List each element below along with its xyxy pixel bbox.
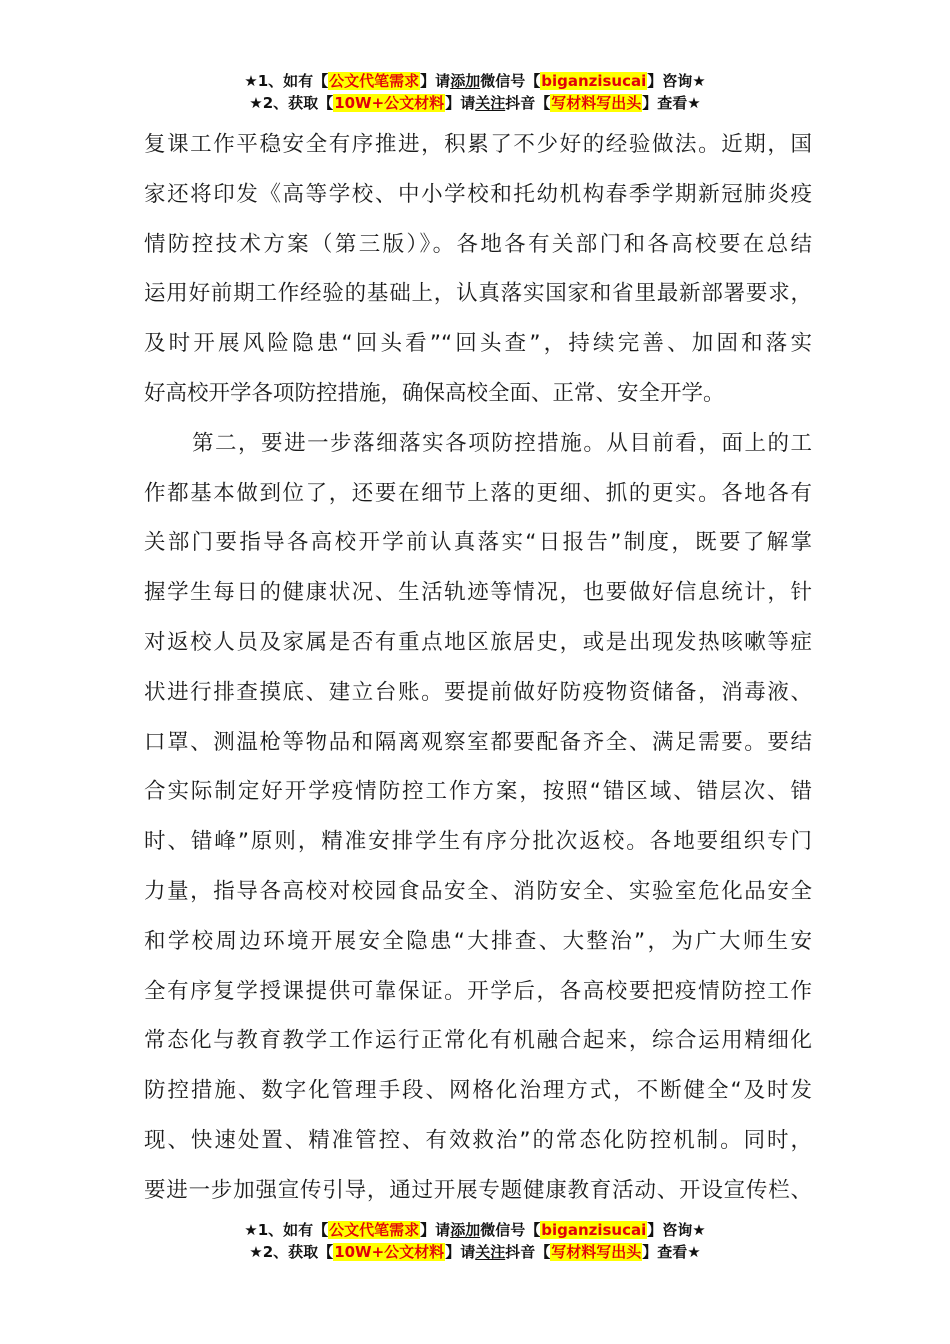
text-line: 及时开展风险隐患“回头看”“回头查”，持续完善、加固和落实 bbox=[144, 331, 812, 357]
promo-underlined-text: 关注 bbox=[475, 1243, 506, 1261]
promo-text: 】请 bbox=[445, 1243, 476, 1261]
text-line: 防控措施、数字化管理手段、网格化治理方式，不断健全“及时发 bbox=[144, 1078, 812, 1104]
promo-text: ★2、获取【 bbox=[249, 1243, 334, 1261]
promo-text: ★1、如有【 bbox=[244, 1221, 329, 1239]
text-line: 力量，指导各高校对校园食品安全、消防安全、实验室危化品安全 bbox=[144, 878, 812, 904]
promo-text: 】咨询★ bbox=[647, 1221, 706, 1239]
text-line: 常态化与教育教学工作运行正常化有机融合起来，综合运用精细化 bbox=[144, 1028, 812, 1054]
promo-highlight-douyin-id: 写材料写出头 bbox=[551, 1243, 642, 1261]
text-line: 运用好前期工作经验的基础上，认真落实国家和省里最新部署要求， bbox=[144, 281, 812, 307]
text-line: 和学校周边环境开展安全隐患“大排查、大整治”，为广大师生安 bbox=[144, 928, 812, 954]
text-line: 现、快速处置、精准管控、有效救治”的常态化防控机制。同时， bbox=[144, 1127, 812, 1153]
promo-highlight: 10W+公文材料 bbox=[334, 1243, 445, 1261]
promo-line-2 bbox=[0, 92, 950, 114]
text-line: 情防控技术方案（第三版）》。各地各有关部门和各高校要在总结 bbox=[144, 231, 812, 257]
text-line: 作都基本做到位了，还要在细节上落的更细、抓的更实。各地各有 bbox=[144, 480, 812, 506]
promo-text: 微信号【 bbox=[480, 1221, 541, 1239]
promo-underlined-text: 添加 bbox=[450, 72, 481, 90]
promo-underlined-text: 添加 bbox=[450, 1221, 481, 1239]
promo-highlight-douyin-id: 写材料写出头 bbox=[551, 94, 642, 112]
paragraph-start-line: 第二，要进一步落细落实各项防控措施。从目前看，面上的工 bbox=[192, 430, 812, 456]
promo-text: 】请 bbox=[420, 1221, 451, 1239]
promo-text: 】咨询★ bbox=[647, 72, 706, 90]
promo-text: 抖音【 bbox=[505, 1243, 551, 1261]
promo-line-1 bbox=[0, 70, 950, 92]
text-line: 家还将印发《高等学校、中小学校和托幼机构春季学期新冠肺炎疫 bbox=[144, 181, 812, 207]
promo-highlight: 10W+公文材料 bbox=[334, 94, 445, 112]
promo-line-1 bbox=[0, 1219, 950, 1241]
footer-promo-banner bbox=[0, 1219, 950, 1263]
promo-highlight-wechat-id: biganzisucai bbox=[541, 72, 647, 90]
promo-text: 】查看★ bbox=[642, 94, 701, 112]
text-line: 合实际制定好开学疫情防控工作方案，按照“错区域、错层次、错 bbox=[144, 779, 812, 805]
text-line: 对返校人员及家属是否有重点地区旅居史，或是出现发热咳嗽等症 bbox=[144, 629, 812, 655]
promo-highlight-wechat-id: biganzisucai bbox=[541, 1221, 647, 1239]
text-line: 状进行排查摸底、建立台账。要提前做好防疫物资储备，消毒液、 bbox=[144, 679, 812, 705]
text-line: 要进一步加强宣传引导，通过开展专题健康教育活动、开设宣传栏、 bbox=[144, 1177, 812, 1203]
promo-highlight: 公文代笔需求 bbox=[329, 1221, 420, 1239]
text-line: 好高校开学各项防控措施，确保高校全面、正常、安全开学。 bbox=[144, 380, 725, 406]
text-line: 握学生每日的健康状况、生活轨迹等情况，也要做好信息统计，针 bbox=[144, 580, 812, 606]
text-line: 口罩、测温枪等物品和隔离观察室都要配备齐全、满足需要。要结 bbox=[144, 729, 812, 755]
promo-text: 】请 bbox=[445, 94, 476, 112]
promo-text: ★1、如有【 bbox=[244, 72, 329, 90]
header-promo-banner bbox=[0, 70, 950, 114]
promo-text: ★2、获取【 bbox=[249, 94, 334, 112]
promo-underlined-text: 关注 bbox=[475, 94, 506, 112]
promo-line-2 bbox=[0, 1241, 950, 1263]
text-line: 全有序复学授课提供可靠保证。开学后，各高校要把疫情防控工作 bbox=[144, 978, 812, 1004]
document-body bbox=[144, 120, 812, 1216]
promo-text: 微信号【 bbox=[480, 72, 541, 90]
promo-highlight: 公文代笔需求 bbox=[329, 72, 420, 90]
text-line: 复课工作平稳安全有序推进，积累了不少好的经验做法。近期，国 bbox=[144, 132, 812, 157]
text-line: 关部门要指导各高校开学前认真落实“日报告”制度，既要了解掌 bbox=[144, 530, 812, 556]
promo-text: 】查看★ bbox=[642, 1243, 701, 1261]
promo-text: 】请 bbox=[420, 72, 451, 90]
text-line: 时、错峰”原则，精准安排学生有序分批次返校。各地要组织专门 bbox=[144, 829, 812, 855]
promo-text: 抖音【 bbox=[505, 94, 551, 112]
